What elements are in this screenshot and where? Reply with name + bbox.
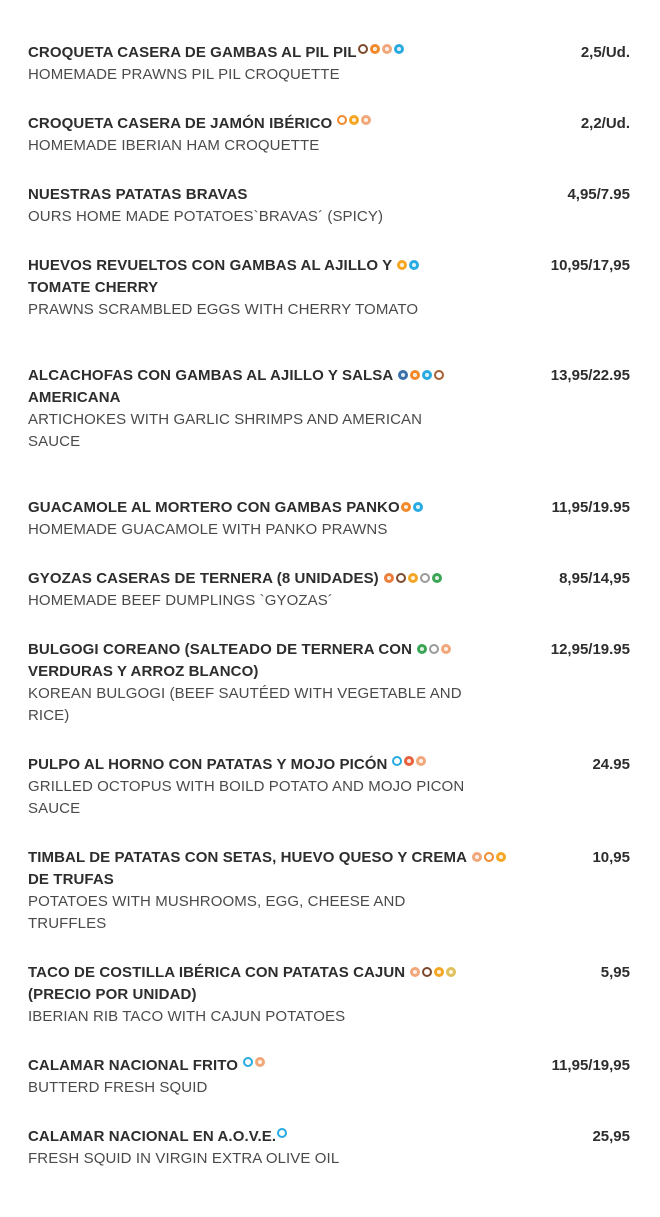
item-price: 13,95/22.95 [550, 367, 630, 384]
item-price: 2,2/Ud. [580, 115, 630, 132]
allergen-nuts-icon [358, 44, 368, 54]
item-description-line: OURS HOME MADE POTATOES`BRAVAS´ (SPICY) [28, 208, 384, 225]
allergen-egg-icon [382, 44, 392, 54]
item-title-line: TIMBAL DE PATATAS CON SETAS, HUEVO QUESO Y CREMA [28, 849, 468, 866]
menu-item-text [28, 184, 506, 228]
allergen-icon-row [417, 644, 451, 654]
allergen-milk-icon [434, 967, 444, 977]
item-title [28, 847, 506, 891]
item-title-line: CALAMAR NACIONAL FRITO [28, 1057, 238, 1074]
item-title-line: CALAMAR NACIONAL EN A.O.V.E. [28, 1128, 277, 1145]
item-title-line: NUESTRAS PATATAS BRAVAS [28, 186, 248, 203]
allergen-mollusc-icon [398, 370, 408, 380]
item-description [28, 590, 506, 612]
allergen-fish-icon [243, 1057, 253, 1067]
allergen-egg-icon [397, 260, 407, 270]
allergen-fish-icon [413, 502, 423, 512]
item-title [28, 639, 506, 683]
item-description [28, 519, 506, 541]
item-title [28, 113, 506, 135]
item-title-line: GYOZAS CASERAS DE TERNERA (8 UNIDADES) [28, 570, 379, 587]
item-title-line: TACO DE COSTILLA IBÉRICA CON PATATAS CAJUN [28, 964, 406, 981]
item-title-line: DE TRUFAS [28, 871, 114, 888]
menu-item [28, 568, 630, 612]
menu-item-text [28, 365, 506, 453]
item-price: 8,95/14,95 [559, 570, 630, 587]
allergen-crustacean-icon [410, 370, 420, 380]
menu-item-text [28, 568, 506, 612]
allergen-egg-icon [416, 756, 426, 766]
allergen-soy-icon [432, 573, 442, 583]
item-title [28, 365, 506, 409]
menu-item [28, 184, 630, 228]
item-description-line: BUTTERD FRESH SQUID [28, 1079, 208, 1096]
item-description-line: IBERIAN RIB TACO WITH CAJUN POTATOES [28, 1008, 346, 1025]
menu-item [28, 754, 630, 820]
allergen-egg-icon [410, 967, 420, 977]
item-title [28, 568, 506, 590]
item-description [28, 409, 506, 453]
allergen-egg-icon [255, 1057, 265, 1067]
item-title-line: CROQUETA CASERA DE GAMBAS AL PIL PIL [28, 44, 357, 61]
allergen-nuts-icon [422, 967, 432, 977]
item-title-line: BULGOGI COREANO (SALTEADO DE TERNERA CON [28, 641, 413, 658]
item-title [28, 255, 506, 299]
menu-item [28, 42, 630, 86]
item-description [28, 299, 506, 321]
allergen-icon-row [384, 573, 442, 583]
menu-item [28, 365, 630, 453]
allergen-gluten-icon [337, 115, 347, 125]
allergen-icon-row [410, 967, 456, 977]
allergen-icon-row [243, 1057, 265, 1067]
item-price: 10,95/17,95 [550, 257, 630, 274]
item-title-line: GUACAMOLE AL MORTERO CON GAMBAS PANKO [28, 499, 400, 516]
item-description-line: HOMEMADE BEEF DUMPLINGS `GYOZAS´ [28, 592, 333, 609]
menu-item-text [28, 113, 506, 157]
item-description-line: POTATOES WITH MUSHROOMS, EGG, CHEESE AND [28, 893, 406, 910]
item-title-line: TOMATE CHERRY [28, 279, 159, 296]
item-price: 25,95 [592, 1128, 630, 1145]
allergen-egg-icon [361, 115, 371, 125]
item-price: 24.95 [592, 756, 630, 773]
item-description-line: SAUCE [28, 433, 81, 450]
item-price: 11,95/19.95 [551, 499, 630, 516]
item-price: 11,95/19,95 [551, 1057, 630, 1074]
item-description-line: SAUCE [28, 800, 81, 817]
allergen-icon-row [472, 852, 506, 862]
item-description-line: ARTICHOKES WITH GARLIC SHRIMPS AND AMERICAN [28, 411, 423, 428]
item-title [28, 1126, 506, 1148]
menu-item-text [28, 962, 506, 1028]
item-title [28, 1055, 506, 1077]
allergen-soy-icon [417, 644, 427, 654]
item-description [28, 135, 506, 157]
item-title [28, 42, 506, 64]
item-description-line: HOMEMADE PRAWNS PIL PIL CROQUETTE [28, 66, 340, 83]
menu-item-text [28, 754, 506, 820]
allergen-milk-icon [496, 852, 506, 862]
allergen-crustacean-icon [384, 573, 394, 583]
item-description-line: KOREAN BULGOGI (BEEF SAUTÉED WITH VEGETABLE AND [28, 685, 462, 702]
item-title-line: CROQUETA CASERA DE JAMÓN IBÉRICO [28, 115, 333, 132]
menu-item-text [28, 1055, 506, 1099]
item-price: 5,95 [600, 964, 630, 981]
item-description-line: HOMEMADE GUACAMOLE WITH PANKO PRAWNS [28, 521, 388, 538]
menu-item [28, 1126, 630, 1170]
item-price: 12,95/19.95 [550, 641, 630, 658]
item-title-line: (PRECIO POR UNIDAD) [28, 986, 197, 1003]
item-description-line: RICE) [28, 707, 70, 724]
menu-item-text [28, 1126, 506, 1170]
item-title [28, 754, 506, 776]
menu-item-text [28, 847, 506, 935]
item-description-line: GRILLED OCTOPUS WITH BOILD POTATO AND MOJO PICON [28, 778, 465, 795]
item-title-line: ALCACHOFAS CON GAMBAS AL AJILLO Y SALSA [28, 367, 394, 384]
menu-item [28, 113, 630, 157]
allergen-nuts-icon [396, 573, 406, 583]
allergen-egg-icon [441, 644, 451, 654]
allergen-icon-row [277, 1128, 287, 1138]
item-description-line: TRUFFLES [28, 915, 107, 932]
menu-item-text [28, 639, 506, 727]
allergen-sulphite-icon [429, 644, 439, 654]
item-description [28, 64, 506, 86]
allergen-fish-icon [409, 260, 419, 270]
menu-item-text [28, 497, 506, 541]
item-description-line: FRESH SQUID IN VIRGIN EXTRA OLIVE OIL [28, 1150, 340, 1167]
menu-item [28, 1055, 630, 1099]
item-title-line: VERDURAS Y ARROZ BLANCO) [28, 663, 259, 680]
item-price: 2,5/Ud. [580, 44, 630, 61]
allergen-crustacean-icon [401, 502, 411, 512]
item-description [28, 683, 506, 727]
item-description [28, 1006, 506, 1028]
allergen-milk-icon [408, 573, 418, 583]
menu-item [28, 962, 630, 1028]
item-price: 4,95/7.95 [567, 186, 630, 203]
allergen-fish-icon [394, 44, 404, 54]
item-title-line: HUEVOS REVUELTOS CON GAMBAS AL AJILLO Y [28, 257, 393, 274]
menu-item-text [28, 42, 506, 86]
menu-item [28, 847, 630, 935]
item-description-line: PRAWNS SCRAMBLED EGGS WITH CHERRY TOMATO [28, 301, 419, 318]
item-description [28, 206, 506, 228]
allergen-icon-row [397, 260, 419, 270]
item-title [28, 497, 506, 519]
item-description [28, 1148, 506, 1170]
menu-item-text [28, 255, 506, 321]
allergen-gluten-icon [484, 852, 494, 862]
allergen-sesame-icon [446, 967, 456, 977]
item-description [28, 776, 506, 820]
menu-item [28, 639, 630, 727]
allergen-fish-icon [392, 756, 402, 766]
item-description [28, 891, 506, 935]
item-title [28, 184, 506, 206]
allergen-egg-icon [472, 852, 482, 862]
allergen-nuts-icon [434, 370, 444, 380]
item-title-line: AMERICANA [28, 389, 121, 406]
allergen-fish-icon [422, 370, 432, 380]
allergen-crustacean-icon [370, 44, 380, 54]
item-title [28, 962, 506, 1006]
item-title-line: PULPO AL HORNO CON PATATAS Y MOJO PICÓN [28, 756, 388, 773]
menu-item [28, 255, 630, 321]
item-price: 10,95 [592, 849, 630, 866]
menu-item [28, 497, 630, 541]
allergen-icon-row [337, 115, 371, 125]
allergen-icon-row [358, 44, 404, 54]
allergen-sulphite-icon [420, 573, 430, 583]
item-description [28, 1077, 506, 1099]
allergen-icon-row [392, 756, 426, 766]
allergen-milk-icon [349, 115, 359, 125]
allergen-crustacean-icon [404, 756, 414, 766]
allergen-fish-icon [277, 1128, 287, 1138]
allergen-icon-row [401, 502, 423, 512]
item-description-line: HOMEMADE IBERIAN HAM CROQUETTE [28, 137, 320, 154]
allergen-icon-row [398, 370, 444, 380]
